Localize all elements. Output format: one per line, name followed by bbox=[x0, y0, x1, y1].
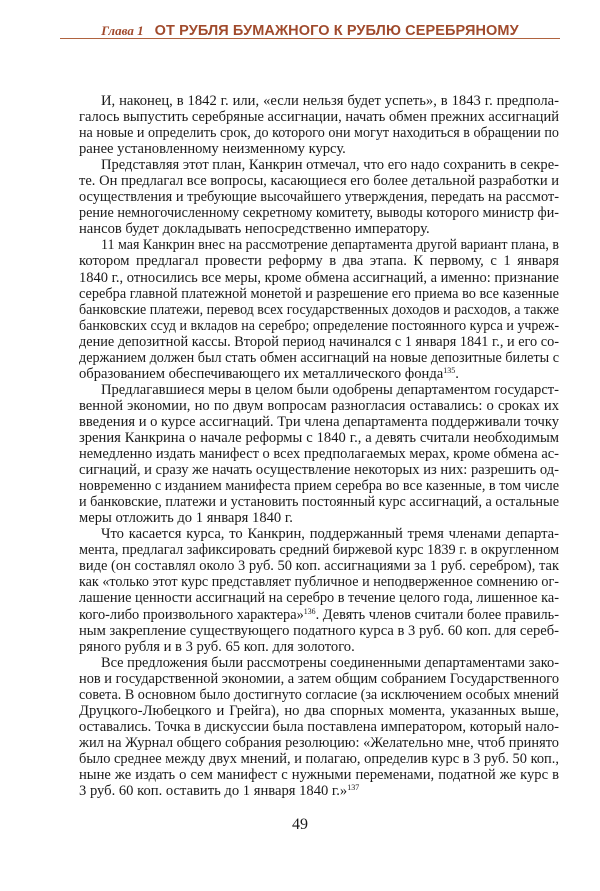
line-text: рение немногочисленному секретному комитету, выводы которого министр фи- bbox=[79, 205, 559, 222]
line-text: те. Он предлагал все вопросы, касающиеся его более детальной разработки и bbox=[79, 173, 560, 190]
chapter-label: Глава 1 bbox=[101, 23, 144, 38]
text-line bbox=[79, 93, 559, 109]
line-text: виде (он составлял около 3 руб. 50 коп. ассигнациями за 1 руб. серебром), так bbox=[79, 558, 559, 575]
text-line bbox=[79, 607, 559, 623]
line-text: котором предлагал провести реформу в два этапа. К первому, с 1 января bbox=[79, 253, 559, 270]
line-text: зрения Канкрина о начале реформы с 1840 г., а девять считали необходимым bbox=[79, 429, 559, 446]
line-text bbox=[79, 366, 459, 382]
line-text: жил на Журнал общего собрания резолюцию: «Желательно мне, чтоб принято bbox=[79, 734, 559, 751]
line-text: Представляя этот план, Канкрин отмечал, что его надо сохранить в секре- bbox=[101, 157, 559, 174]
text-line bbox=[79, 462, 559, 478]
line-text bbox=[79, 607, 559, 623]
text-line bbox=[79, 510, 559, 526]
line-text: ряного рубля и в 3 руб. 65 коп. для золотого. bbox=[79, 638, 355, 655]
line-text: было среднее между двух мнений, и полагаю, определив курс в 3 руб. 50 коп., bbox=[79, 750, 559, 767]
text-line bbox=[79, 735, 559, 751]
paragraph bbox=[79, 157, 559, 237]
paragraph bbox=[79, 93, 559, 157]
text-line bbox=[79, 655, 559, 671]
text-line bbox=[79, 414, 559, 430]
text-line bbox=[79, 703, 559, 719]
line-text: Предлагавшиеся меры в целом были одобрены департаментом государст- bbox=[101, 381, 560, 398]
text-line bbox=[79, 318, 559, 334]
text-line bbox=[79, 542, 559, 558]
text-line bbox=[79, 783, 559, 799]
body-text bbox=[79, 93, 559, 799]
text-line bbox=[79, 671, 559, 687]
text-line bbox=[79, 558, 559, 574]
text-line bbox=[79, 141, 559, 157]
line-text: банковских ссуд и вкладов на серебро; определение постоянного курса и учреж- bbox=[79, 317, 559, 334]
line-text: банковские платежи, перевод всех государственных доходов и расходов, а также bbox=[79, 301, 560, 318]
line-text: нансов будет докладывать непосредственно императору. bbox=[79, 221, 430, 238]
line-text: Что касается курса, то Канкрин, поддержанный тремя членами департа- bbox=[101, 526, 559, 543]
paragraph bbox=[79, 382, 559, 526]
line-text: ранее установленному неизменному курсу. bbox=[79, 141, 346, 158]
line-text: серебра главной платежной монетой и разрешение его приема во все казенные bbox=[79, 285, 559, 302]
text-line bbox=[79, 270, 559, 286]
text-line bbox=[79, 302, 559, 318]
text-line bbox=[79, 526, 559, 542]
footnote-ref: 136 bbox=[303, 606, 316, 616]
text-line bbox=[79, 494, 559, 510]
line-text: введения и о курсе ассигнаций. Три члена департамента поддерживали точку bbox=[79, 413, 559, 430]
paragraph bbox=[79, 526, 559, 654]
page-number: 49 bbox=[292, 816, 308, 833]
line-text bbox=[79, 783, 359, 799]
text-line bbox=[79, 767, 559, 783]
line-text: лашение ценности ассигнаций на серебро в течение целого года, лишенное ка- bbox=[79, 590, 559, 607]
line-text: 11 мая Канкрин внес на рассмотрение департамента другой вариант плана, в bbox=[101, 237, 560, 254]
text-line bbox=[79, 237, 559, 253]
line-text: как «только этот курс представляет публичное и неподверженное сомнению ог- bbox=[79, 574, 559, 591]
line-text: и банковские, платежи и установить постоянный курс ассигнаций, а остальные bbox=[79, 494, 560, 511]
line-text: на новые и определить срок, до которого они могут находиться в обращении по bbox=[79, 125, 559, 142]
text-line bbox=[79, 125, 559, 141]
paragraph bbox=[79, 237, 559, 381]
line-text: держанием должен был стать обмен ассигнаций на новые депозитные билеты с bbox=[79, 349, 559, 366]
line-text: новременно с изданием манифеста прием серебра во все казенные, в том числе bbox=[79, 478, 560, 495]
line-text-part: . bbox=[455, 365, 459, 382]
text-line bbox=[79, 334, 559, 350]
line-text-part: 3 руб. 60 коп. оставить до 1 января 1840 г.» bbox=[79, 783, 348, 800]
line-text: Друцкого-Любецкого и Грейга), но два спорных момента, указанных выше, bbox=[79, 702, 560, 719]
line-text: ныне же издать о сем манифест с нужными переменами, податной же курс в bbox=[79, 766, 559, 783]
text-line bbox=[79, 398, 559, 414]
line-text: И, наконец, в 1842 г. или, «если нельзя будет успеть», в 1843 г. предпола- bbox=[101, 93, 559, 109]
line-text-part: кого-либо произвольного характера» bbox=[79, 606, 304, 623]
line-text: ным закрепление существующего податного курса в 3 руб. 60 коп. для сереб- bbox=[79, 622, 559, 639]
text-line bbox=[79, 639, 559, 655]
text-line bbox=[79, 623, 559, 639]
text-line bbox=[79, 366, 559, 382]
text-line bbox=[79, 253, 559, 269]
running-header bbox=[60, 20, 560, 39]
text-line bbox=[79, 446, 559, 462]
line-text: Все предложения были рассмотрены соединенными департаментами зако- bbox=[101, 654, 559, 671]
text-line bbox=[79, 205, 559, 221]
footnote-ref: 135 bbox=[443, 365, 456, 375]
text-line bbox=[79, 189, 559, 205]
line-text-part: образованием обеспечивающего их металлического фонда bbox=[79, 365, 444, 382]
text-line bbox=[79, 221, 559, 237]
line-text: оставались. Точка в дискуссии была поставлена императором, который нало- bbox=[79, 718, 560, 735]
text-line bbox=[79, 350, 559, 366]
text-line bbox=[79, 687, 559, 703]
line-text: галось выпустить серебряные ассигнации, начать обмен прежних ассигнаций bbox=[79, 109, 559, 126]
chapter-title: ОТ РУБЛЯ БУМАЖНОГО К РУБЛЮ СЕРЕБРЯНОМУ bbox=[154, 23, 519, 39]
text-line bbox=[79, 574, 559, 590]
line-text: немедленно издать манифест о всех предполагаемых мерах, кроме обмена ас- bbox=[79, 446, 559, 463]
text-line bbox=[79, 430, 559, 446]
text-line bbox=[79, 751, 559, 767]
line-text-part: . Девять членов считали более правиль- bbox=[315, 606, 559, 623]
text-line bbox=[79, 478, 559, 494]
line-text: нов и государственной экономии, а затем общим собранием Государственного bbox=[79, 670, 560, 687]
text-line bbox=[79, 382, 559, 398]
line-text: меры отложить до 1 января 1840 г. bbox=[79, 510, 293, 527]
line-text: осуществления и требующие высочайшего утверждения, передать на рассмот- bbox=[79, 189, 559, 206]
text-line bbox=[79, 719, 559, 735]
paragraph bbox=[79, 655, 559, 799]
text-line bbox=[79, 157, 559, 173]
text-line bbox=[79, 173, 559, 189]
text-line bbox=[79, 286, 559, 302]
line-text: сигнаций, и сразу же начать осуществление некоторых из них: разрешить од- bbox=[79, 462, 560, 479]
line-text: дение депозитной кассы. Второй период начинался с 1 января 1841 г., и его со- bbox=[79, 333, 560, 350]
line-text: мента, предлагал зафиксировать средний биржевой курс 1839 г. в округленном bbox=[79, 542, 559, 559]
text-line bbox=[79, 109, 559, 125]
line-text: совета. В основном было достигнуто согласие (за исключением особых мнений bbox=[79, 686, 559, 703]
footnote-ref: 137 bbox=[347, 783, 360, 793]
line-text: 1840 г., относились все меры, кроме обмена ассигнаций, а именно: признание bbox=[79, 269, 559, 286]
text-line bbox=[79, 590, 559, 606]
line-text: венной экономии, но по двум вопросам разногласия оставались: о сроках их bbox=[79, 397, 559, 414]
